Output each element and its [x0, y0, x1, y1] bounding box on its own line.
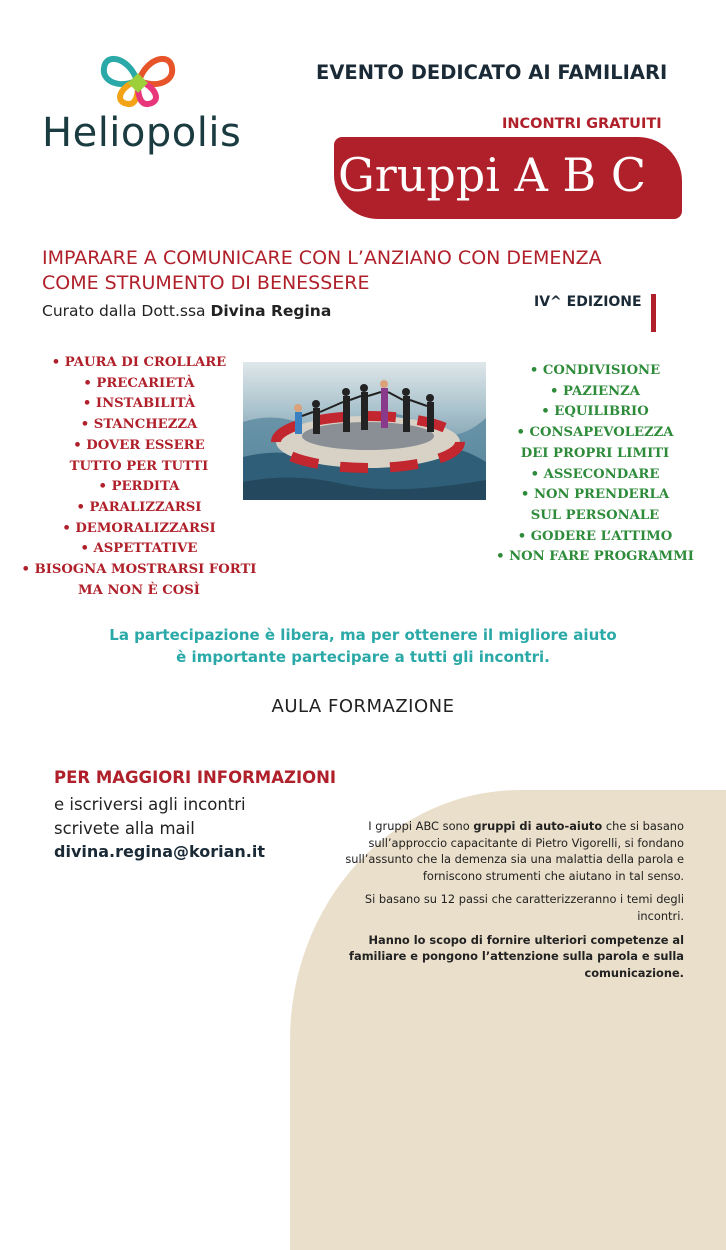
list-item: • DEMORALIZZARSI	[62, 520, 216, 536]
description	[326, 818, 684, 988]
list-item: • STANCHEZZA	[80, 417, 198, 433]
subtitle-line-2: COME STRUMENTO DI BENESSERE	[42, 272, 370, 294]
description-paragraph-2: Si basano su 12 passi che caratterizzeranno i temi degli incontri.	[364, 892, 684, 923]
edition-label: IV^ EDIZIONE	[534, 294, 642, 310]
participation-line-2: è importante partecipare a tutti gli incontri.	[176, 648, 550, 666]
list-item: • ASSECONDARE	[530, 466, 660, 482]
list-item: • CONSAPEVOLEZZA DEI PROPRI LIMITI	[516, 425, 674, 461]
heliopolis-logo	[42, 48, 242, 163]
info-line-2: scrivete alla mail	[54, 819, 195, 838]
info-text	[54, 793, 246, 841]
location: AULA FORMAZIONE	[271, 696, 455, 717]
life-raft-illustration	[243, 362, 486, 500]
list-item: • PAZIENZA	[550, 383, 640, 399]
list-item: • PERDITA	[98, 479, 180, 495]
strategies-list	[490, 361, 700, 568]
list-item: • DOVER ESSERE TUTTO PER TUTTI	[69, 437, 209, 474]
list-item: • INSTABILITÀ	[82, 396, 196, 412]
free-label: INCONTRI GRATUITI	[502, 116, 662, 132]
participation-note	[60, 624, 666, 668]
curator	[42, 302, 331, 320]
participation-line-1: La partecipazione è libera, ma per ottenere il migliore aiuto	[109, 626, 617, 644]
list-item: • NON FARE PROGRAMMI	[496, 549, 694, 565]
subtitle	[42, 246, 602, 296]
difficulties-list	[14, 353, 264, 601]
info-heading: PER MAGGIORI INFORMAZIONI	[54, 768, 337, 787]
curator-prefix: Curato dalla Dott.ssa	[42, 302, 206, 320]
subtitle-line-1: IMPARARE A COMUNICARE CON L’ANZIANO CON DEMENZA	[42, 247, 602, 269]
list-item: • ASPETTATIVE	[80, 541, 198, 557]
list-item: • GODERE L’ATTIMO	[517, 528, 673, 544]
list-item: • PAURA DI CROLLARE	[51, 355, 227, 370]
brand-name: Heliopolis	[42, 110, 242, 156]
life-raft-image	[243, 362, 486, 500]
list-item: • PARALIZZARSI	[76, 499, 202, 515]
curator-name: Divina Regina	[210, 302, 332, 320]
list-item: • EQUILIBRIO	[541, 404, 649, 420]
contact-email[interactable]: divina.regina@korian.it	[54, 842, 265, 861]
list-item: • NON PRENDERLA SUL PERSONALE	[520, 487, 670, 523]
info-line-1: e iscriversi agli incontri	[54, 795, 246, 814]
description-paragraph-1: I gruppi ABC sono gruppi di auto-aiuto che si basano sull’approccio capacitante di Pietro Vigorelli, si fondano sull’assunto che la demenza sia una malattia della parola e forniscono strumenti che aiutano in tal senso.	[345, 819, 684, 883]
list-item: • PRECARIETÀ	[83, 375, 195, 391]
description-paragraph-3: Hanno lo scopo di fornire ulteriori competenze al familiare e pongono l’attenzione sulla parola e sulla comunicazione.	[349, 932, 684, 980]
edition-bar	[651, 294, 656, 332]
event-title: EVENTO DEDICATO AI FAMILIARI	[316, 61, 668, 84]
list-item: • CONDIVISIONE	[529, 363, 661, 378]
list-item: • BISOGNA MOSTRARSI FORTI MA NON È COSÌ	[21, 562, 257, 598]
page-title: Gruppi A B C	[338, 148, 647, 202]
butterfly-logo-icon	[98, 48, 178, 110]
